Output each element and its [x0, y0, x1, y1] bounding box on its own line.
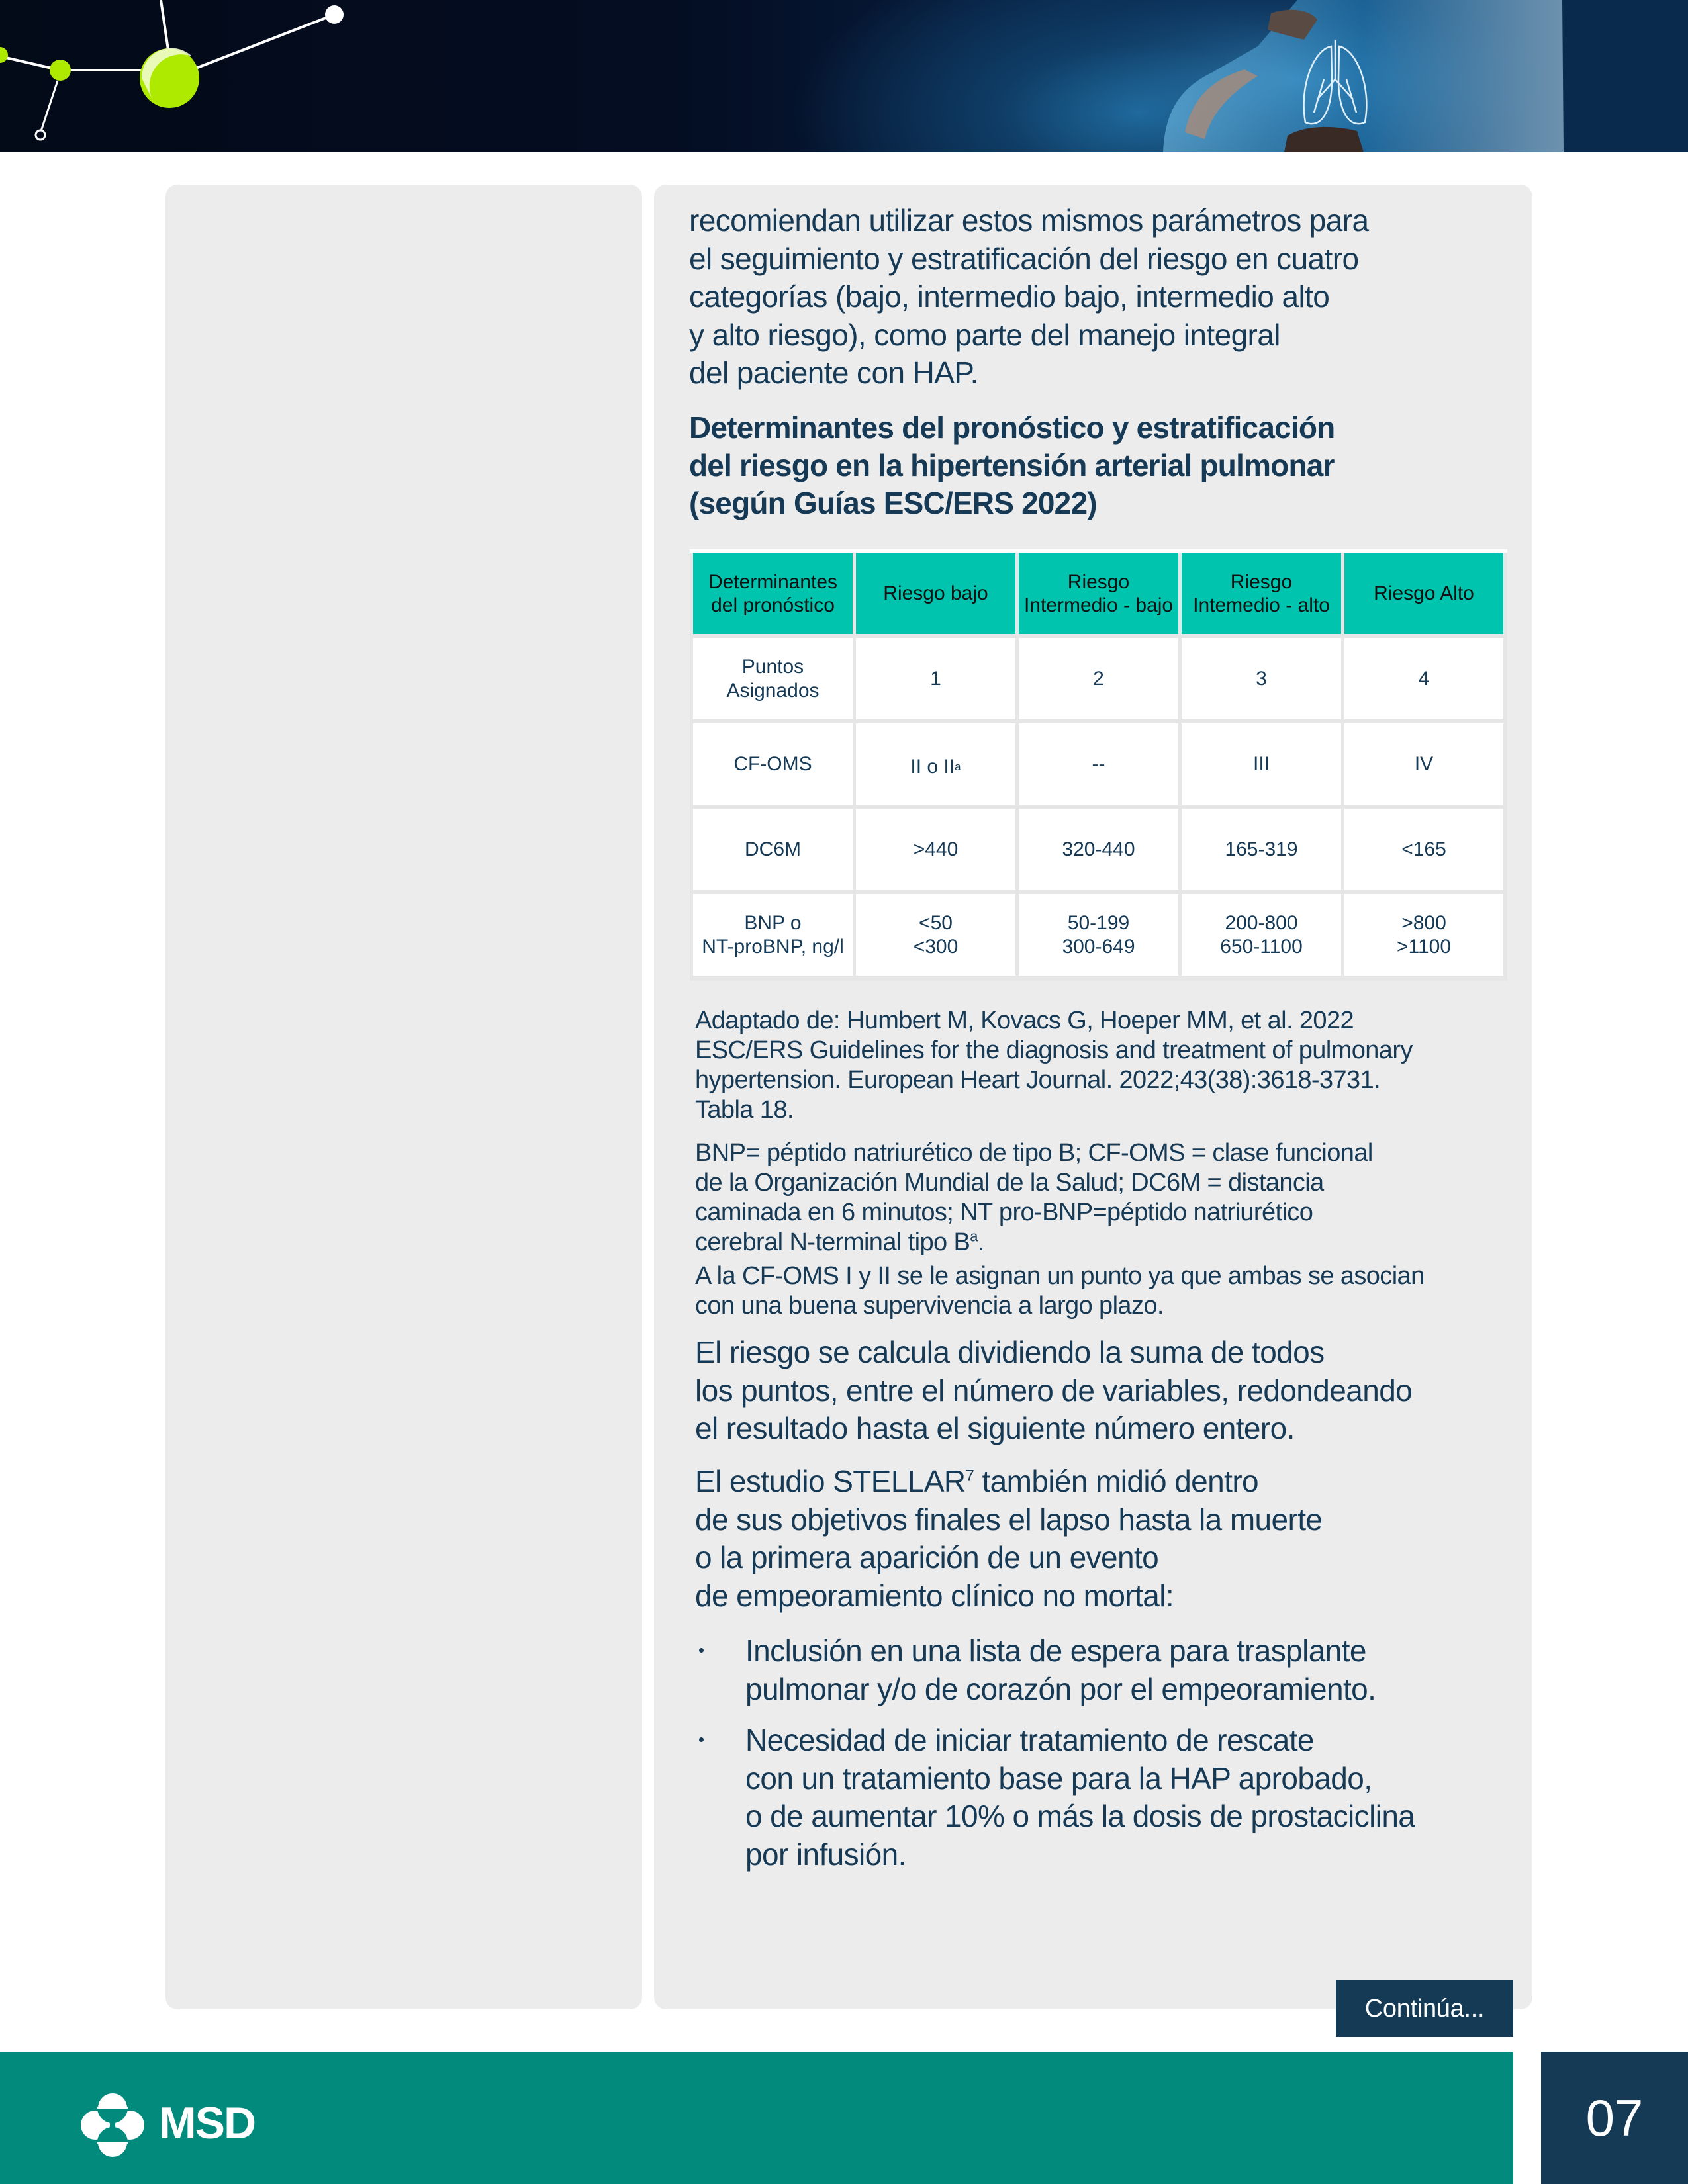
table-header-riesgo-intermedio-bajo: Riesgo Intermedio - bajo — [1019, 553, 1178, 634]
table-header-riesgo-alto: Riesgo Alto — [1344, 553, 1503, 634]
intro-paragraph: recomiendan utilizar estos mismos parámetros para el seguimiento y estratificación del riesgo en cuatro categorías (bajo, intermedio bajo, intermedio alto y alto riesgo), como parte del manejo integral del paciente con HAP. — [689, 203, 1369, 390]
table-cell-row-label: CF-OMS — [693, 723, 853, 805]
citation-marker: 7 — [965, 1467, 974, 1485]
table-cell: 320-440 — [1019, 809, 1178, 890]
stellar-text-start: El estudio STELLAR — [695, 1464, 966, 1498]
table-cell: 4 — [1344, 638, 1503, 719]
risk-calculation-paragraph: El riesgo se calcula dividiendo la suma de todos los puntos, entre el número de variables, redondeando el resultado hasta el siguiente número entero. — [695, 1335, 1413, 1445]
table-cell: III — [1182, 723, 1341, 805]
table-header-riesgo-intermedio-alto: Riesgo Intemedio - alto — [1182, 553, 1341, 634]
table-cell-row-label: DC6M — [693, 809, 853, 890]
table-cell: 3 — [1182, 638, 1341, 719]
source-reference: Adaptado de: Humbert M, Kovacs G, Hoeper MM, et al. 2022 ESC/ERS Guidelines for the diagnosis and treatment of pulmonary hypertension. European Heart Journal. 2022;43(38):3618-3731. Tabla 18. — [695, 1007, 1413, 1124]
list-item-text: Necesidad de iniciar tratamiento de rescate con un tratamiento base para la HAP aprobado, o de aumentar 10% o más la dosis de prostaciclina por infusión. — [745, 1723, 1415, 1872]
table-cell: -- — [1019, 723, 1178, 805]
stellar-text-rest: también midió dentro de sus objetivos finales el lapso hasta la muerte o la primera aparición de un evento de empeoramiento clínico no mortal: — [695, 1464, 1323, 1613]
stellar-paragraph — [695, 1463, 1523, 1615]
header-banner — [0, 0, 1688, 152]
abbreviations-note — [695, 1138, 1523, 1257]
cfoms-value: II o II — [910, 755, 955, 778]
table-cell: >440 — [856, 809, 1015, 890]
bullet-icon — [699, 1737, 704, 1742]
table-cell: <50 <300 — [856, 894, 1015, 976]
page-number: 07 — [1541, 2052, 1688, 2184]
continue-button[interactable]: Continúa... — [1336, 1980, 1513, 2037]
cfoms-note: A la CF-OMS I y II se le asignan un punto ya que ambas se asocian con una buena supervivencia a largo plazo. — [695, 1262, 1425, 1320]
abbreviations-text: BNP= péptido natriurético de tipo B; CF-OMS = clase funcional de la Organización Mundial de la Salud; DC6M = distancia caminada en 6 minutos; NT pro-BNP=péptido natriurético cerebral N-terminal tipo B — [695, 1139, 1373, 1256]
table-cell: 2 — [1019, 638, 1178, 719]
footnote-marker: a — [970, 1228, 978, 1245]
table-header-riesgo-bajo: Riesgo bajo — [856, 553, 1015, 634]
list-item-text: Inclusión en una lista de espera para trasplante pulmonar y/o de corazón por el empeoramiento. — [745, 1633, 1376, 1706]
table-cell: >800 >1100 — [1344, 894, 1503, 976]
msd-logo-text: MSD — [159, 2098, 256, 2148]
doctor-lungs-graphic — [1046, 0, 1688, 152]
table-cell-row-label: Puntos Asignados — [693, 638, 853, 719]
section-heading: Determinantes del pronóstico y estratificación del riesgo en la hipertensión arterial pulmonar (según Guías ESC/ERS 2022) — [689, 410, 1335, 520]
table-cell: <165 — [1344, 809, 1503, 890]
header-illustration — [0, 0, 1688, 152]
table-header-determinantes: Determinantes del pronóstico — [693, 553, 853, 634]
table-cell: 200-800 650-1100 — [1182, 894, 1341, 976]
table-cell: II o II a — [856, 723, 1015, 805]
table-cell: IV — [1344, 723, 1503, 805]
abbreviations-end: . — [977, 1228, 984, 1256]
molecule-graphic — [0, 0, 344, 140]
msd-logo-icon — [81, 2093, 144, 2157]
table-cell-row-label: BNP o NT-proBNP, ng/l — [693, 894, 853, 976]
left-sidebar-panel — [165, 185, 642, 2009]
table-cell: 50-199 300-649 — [1019, 894, 1178, 976]
risk-stratification-table — [690, 549, 1507, 981]
bullet-icon — [699, 1648, 704, 1653]
table-cell: 165-319 — [1182, 809, 1341, 890]
table-cell: 1 — [856, 638, 1015, 719]
